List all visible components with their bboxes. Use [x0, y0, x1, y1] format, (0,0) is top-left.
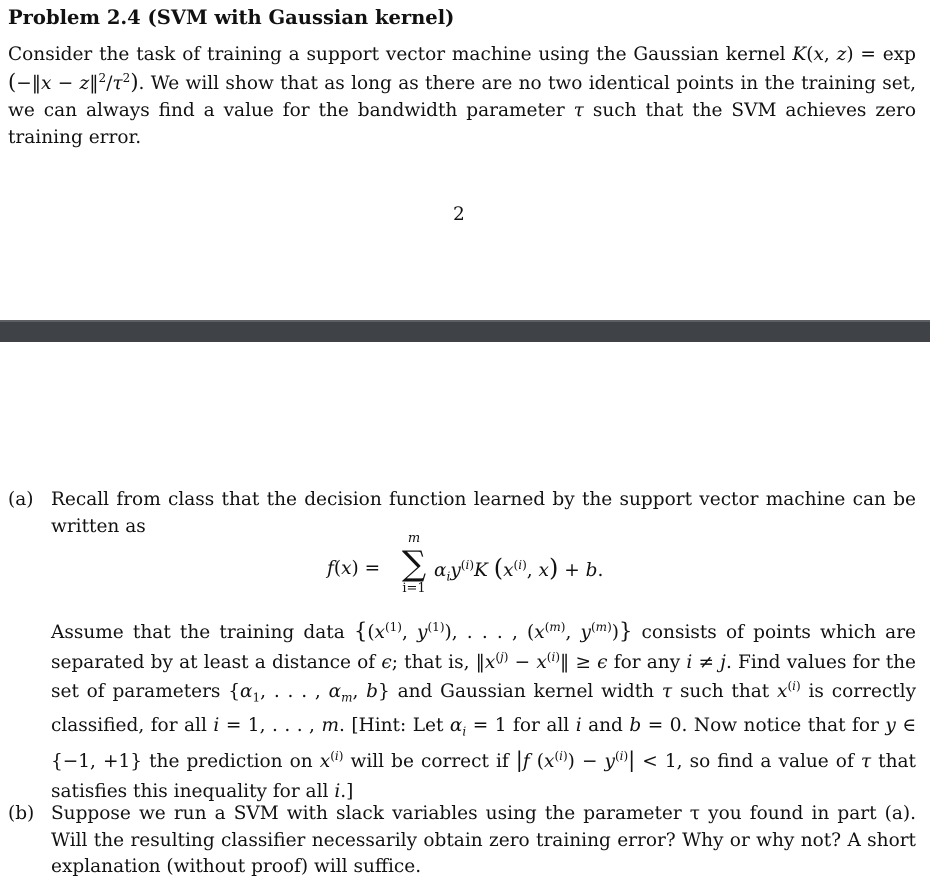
- index-range: i = 1, . . . , m.: [213, 715, 345, 737]
- page-bottom: [0, 342, 930, 889]
- sigma-symbol: ∑: [401, 544, 427, 584]
- assume-text-5: . Find values for the set of parameters: [51, 651, 916, 702]
- part-a: [8, 487, 916, 540]
- assume-text-9: [Hint: Let: [351, 715, 444, 737]
- assume-text-10: for all: [513, 715, 570, 737]
- assume-text-2: consists of points which are separated by at least a distance of: [51, 622, 916, 673]
- assume-text-11: and: [588, 715, 623, 737]
- prediction-inequality: |f $(x^{(i)}) - y^{(i)}| < 1$: [515, 748, 677, 773]
- assume-text-12: . Now notice that for: [681, 715, 879, 737]
- b-eq-0: b = 0: [629, 715, 682, 737]
- assume-text-1: Assume that the training data: [51, 622, 345, 643]
- part-b-label: (b): [8, 803, 35, 824]
- assume-text-6: and Gaussian kernel width: [397, 681, 655, 702]
- formula-rhs: $\alpha_iy^{(i)}K$ ($x^{(i)}$, x) + b.: [434, 554, 604, 584]
- i-neq-j: i ≠ j: [686, 651, 726, 673]
- intro-text-2: We will show that as long as there are no two identical points in the training set, we can always find a value for the bandwidth parameter: [8, 72, 916, 121]
- alpha-eq-1: $\alpha_i = 1$: [449, 715, 507, 739]
- page-divider: [0, 320, 930, 342]
- tau-symbol-2: τ: [661, 681, 673, 702]
- label-set: y ∈ {−1, +1}: [51, 715, 917, 773]
- hint-end: i.]: [334, 780, 354, 802]
- sum-upper-limit: m: [407, 531, 421, 546]
- part-b: [8, 801, 916, 881]
- assume-text-16: that satisfies this inequality for all: [51, 751, 916, 802]
- distance-formula: $‖x^{(j)}$ − $x^{(i)}‖ \ge \epsilon$: [475, 649, 608, 673]
- tau-symbol: τ: [573, 100, 584, 121]
- assume-text-3: ; that is,: [391, 651, 470, 673]
- part-a-assumption: [51, 617, 916, 806]
- x-i-symbol: $x^{(i)}$: [777, 679, 801, 702]
- assume-text-15: , so find a value of: [676, 751, 854, 773]
- assume-text-14: will be correct if: [350, 751, 509, 773]
- training-set-formula: {($x^{(1)}$, $y^{(1)}$), . . . , ($x^{(m)}$, $y^{(m)}$)}: [353, 619, 633, 643]
- part-b-text: Suppose we run a SVM with slack variables using the parameter τ you found in part (a). Will the resulting classifier necessarily obtain zero training error? Why or why not? A short explanation (without proof) will suffice.: [51, 803, 916, 877]
- epsilon-symbol: ϵ: [381, 651, 392, 673]
- problem-intro: [8, 42, 916, 151]
- assume-text-13: the prediction on: [149, 751, 313, 773]
- problem-title: Problem 2.4 (SVM with Gaussian kernel): [8, 6, 455, 29]
- page-number: 2: [453, 204, 465, 225]
- tau-symbol-3: τ: [860, 751, 872, 773]
- assume-text-8: is correctly classified, for all: [51, 681, 917, 737]
- assume-text-7: such that: [679, 681, 770, 702]
- intro-text-1: Consider the task of training a support vector machine using the Gaussian kernel: [8, 44, 786, 65]
- part-a-label: (a): [8, 489, 34, 510]
- summation: [397, 532, 431, 596]
- kernel-formula: K(x, z) = exp (−‖x − $z‖^2/\tau^2$).: [8, 44, 916, 94]
- intro-text-3: such that the SVM achieves zero training error.: [8, 100, 916, 148]
- part-a-text: Recall from class that the decision function learned by the support vector machine can be written as: [51, 489, 916, 537]
- x-i-symbol-2: $x^{(i)}$: [319, 749, 344, 773]
- formula-lhs: f(x) =: [327, 558, 381, 579]
- page-top: [0, 0, 930, 320]
- i-symbol: i: [575, 715, 582, 737]
- parameter-set: {$\alpha_1$, . . . , $\alpha_m$, b}: [228, 681, 390, 705]
- assume-text-4: for any: [613, 651, 681, 673]
- sum-lower-limit: i=1: [402, 581, 426, 596]
